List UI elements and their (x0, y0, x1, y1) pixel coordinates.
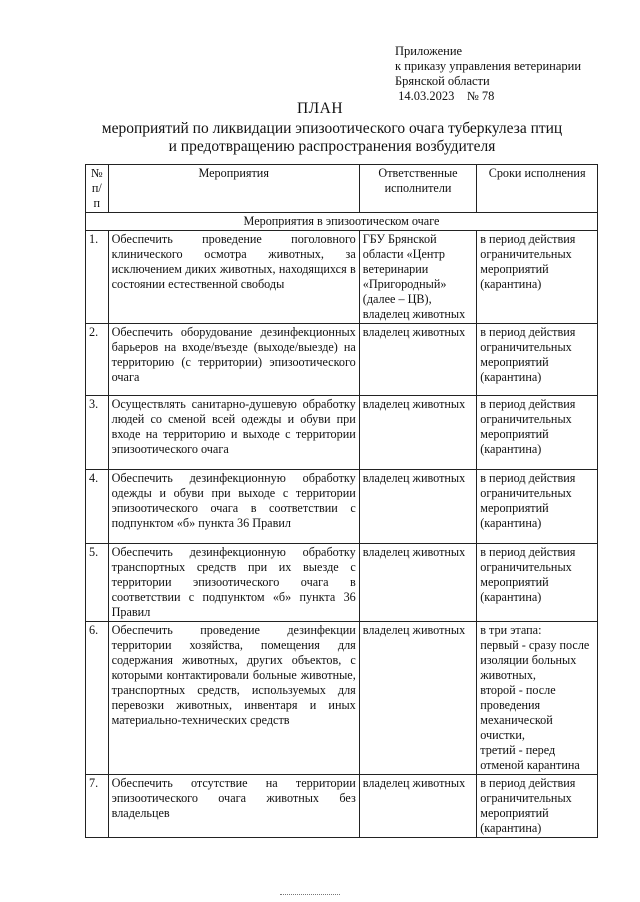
row-responsible: владелец животных (359, 544, 476, 622)
row-num: 2. (86, 324, 109, 396)
order-date: 14.03.2023 (398, 89, 455, 103)
row-term: в три этапа: первый - сразу после изоляции больных животных, второй - после проведения механической очистки, третий - перед отменой карантина (477, 622, 598, 775)
row-responsible: владелец животных (359, 470, 476, 544)
row-responsible: владелец животных (359, 396, 476, 470)
scan-artifact-line (280, 894, 340, 896)
table-row (86, 396, 598, 470)
row-num: 6. (86, 622, 109, 775)
table-row (86, 324, 598, 396)
table-row (86, 470, 598, 544)
plan-table (85, 164, 598, 838)
header-action: Мероприятия (108, 165, 359, 213)
row-term: в период действия ограничительных мероприятий (карантина) (477, 231, 598, 324)
row-num: 3. (86, 396, 109, 470)
table-row (86, 231, 598, 324)
row-responsible: владелец животных (359, 775, 476, 838)
table-row (86, 544, 598, 622)
row-term: в период действия ограничительных мероприятий (карантина) (477, 775, 598, 838)
appendix-order-ref: к приказу управления ветеринарии (395, 59, 582, 73)
row-term: в период действия ограничительных мероприятий (карантина) (477, 396, 598, 470)
row-action: Обеспечить дезинфекционную обработку одежды и обуви при выходе с территории эпизоотического очага в соответствии с подпунктом «б» пункта 36 Правил (108, 470, 359, 544)
row-action: Обеспечить оборудование дезинфекционных барьеров на входе/въезде (выходе/выезде) на территорию (с территории) эпизоотического очага (108, 324, 359, 396)
table-row (86, 775, 598, 838)
row-num: 5. (86, 544, 109, 622)
appendix-block (395, 44, 581, 104)
row-num: 1. (86, 231, 109, 324)
document-subtitle-line-2: и предотвращению распространения возбудителя (168, 138, 496, 155)
appendix-region: Брянской области (395, 74, 490, 88)
document-title: ПЛАН (296, 100, 344, 117)
row-action: Обеспечить отсутствие на территории эпизоотического очага животных без владельцев (108, 775, 359, 838)
section-title: Мероприятия в эпизоотическом очаге (86, 213, 598, 231)
row-num: 4. (86, 470, 109, 544)
table-header-row (86, 165, 598, 213)
row-action: Обеспечить дезинфекционную обработку транспортных средств при их выезде с территории эпизоотического очага в соответствии с подпунктом «б» пункта 36 Правил (108, 544, 359, 622)
header-num: № п/п (86, 165, 109, 213)
order-number: № 78 (466, 89, 495, 103)
table-row (86, 622, 598, 775)
row-responsible: ГБУ Брянской области «Центр ветеринарии «Пригородный» (далее – ЦВ), владелец животных (359, 231, 476, 324)
row-term: в период действия ограничительных мероприятий (карантина) (477, 544, 598, 622)
row-num: 7. (86, 775, 109, 838)
row-action: Осуществлять санитарно-душевую обработку людей со сменой всей одежды и обуви при входе на территорию и выходе с территории эпизоотического очага (108, 396, 359, 470)
row-action: Обеспечить проведение поголовного клинического осмотра животных, за исключением диких животных, находящихся в состоянии естественной свободы (108, 231, 359, 324)
document-subtitle-line-1: мероприятий по ликвидации эпизоотического очага туберкулеза птиц (101, 120, 563, 137)
row-action: Обеспечить проведение дезинфекции территории хозяйства, помещения для содержания животных, других объектов, с которыми контактировали больные животные, транспортных средств, используемых для перевозки животных, инвентаря и иных материально-технических средств (108, 622, 359, 775)
header-term: Сроки исполнения (477, 165, 598, 213)
appendix-label: Приложение (395, 44, 463, 58)
header-responsible: Ответственные исполнители (359, 165, 476, 213)
row-term: в период действия ограничительных мероприятий (карантина) (477, 470, 598, 544)
row-responsible: владелец животных (359, 324, 476, 396)
row-responsible: владелец животных (359, 622, 476, 775)
row-term: в период действия ограничительных мероприятий (карантина) (477, 324, 598, 396)
section-row (86, 213, 598, 231)
